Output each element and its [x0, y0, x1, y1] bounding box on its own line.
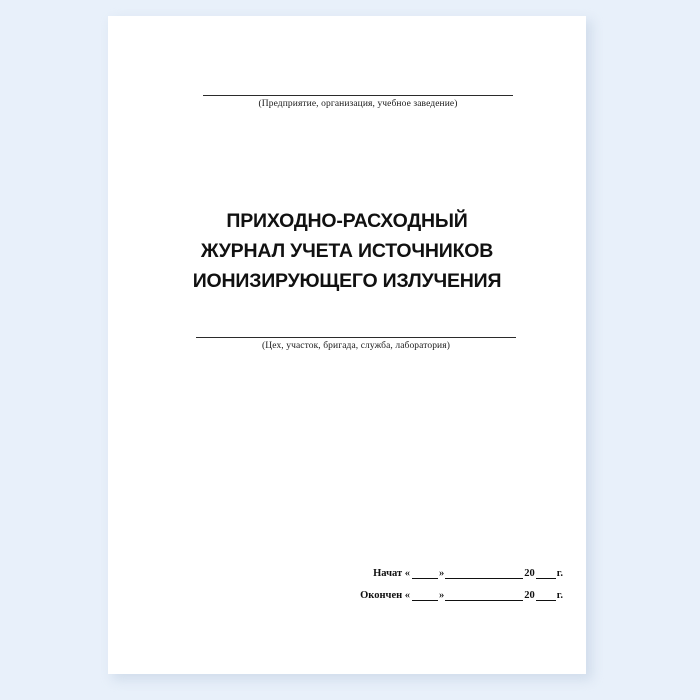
date-fields: [348, 568, 563, 612]
started-row: [348, 568, 563, 579]
organization-caption: (Предприятие, организация, учебное заведение): [258, 99, 458, 109]
department-fill-line[interactable]: [196, 336, 516, 338]
finished-mid: »: [439, 590, 445, 601]
finished-year-field[interactable]: [536, 591, 556, 601]
page-title: [148, 206, 546, 297]
started-month-field[interactable]: [445, 569, 523, 579]
title-line-2: ЖУРНАЛ УЧЕТА ИСТОЧНИКОВ: [200, 240, 494, 263]
organization-block: [203, 94, 513, 109]
page-inner: [108, 16, 586, 674]
finished-year-prefix: 20: [524, 590, 535, 601]
title-line-1: ПРИХОДНО-РАСХОДНЫЙ: [226, 210, 468, 232]
started-year-field[interactable]: [536, 569, 556, 579]
title-line-3: ИОНИЗИРУЮЩЕГО ИЗЛУЧЕНИЯ: [192, 270, 502, 293]
started-suffix: г.: [556, 568, 563, 579]
started-year-prefix: 20: [524, 568, 535, 579]
finished-row: [348, 590, 563, 601]
started-mid: »: [439, 568, 445, 579]
finished-month-field[interactable]: [445, 591, 523, 601]
document-page: [108, 16, 586, 674]
organization-fill-line[interactable]: [203, 94, 513, 96]
started-label: Начат «: [373, 568, 411, 579]
finished-day-field[interactable]: [412, 591, 438, 601]
finished-label: Окончен «: [360, 590, 411, 601]
finished-suffix: г.: [556, 590, 563, 601]
department-block: [196, 336, 516, 351]
department-caption: (Цех, участок, бригада, служба, лаборатория): [262, 341, 450, 351]
started-day-field[interactable]: [412, 569, 438, 579]
